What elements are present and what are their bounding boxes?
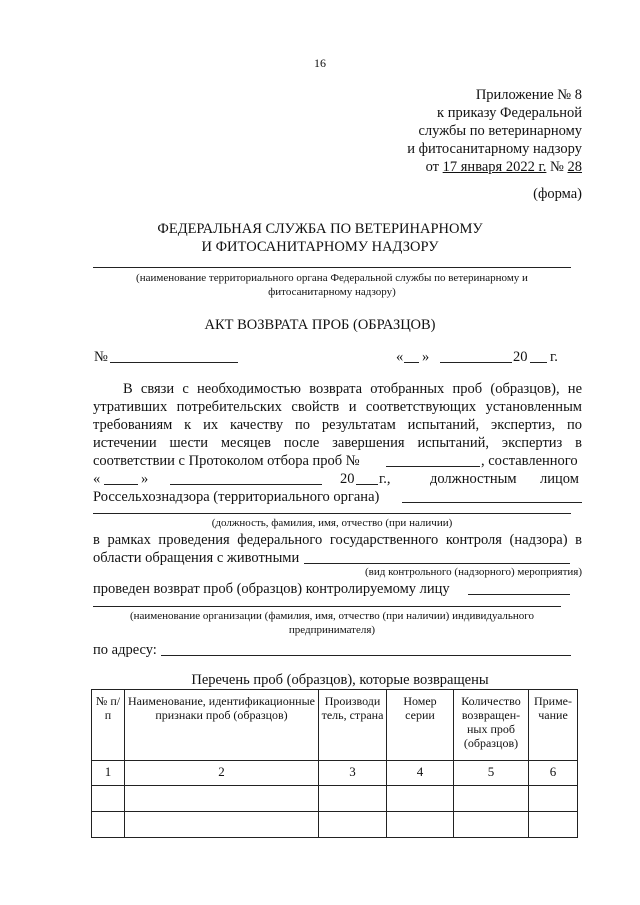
samples-table-title: Перечень проб (образцов), которые возвращены: [191, 672, 489, 688]
address-label: по адресу:: [93, 642, 157, 658]
control-event-caption: (вид контрольного (надзорного) мероприятия): [364, 566, 582, 578]
appendix-line-4: и фитосанитарному надзору: [407, 141, 582, 157]
agency-line-1: ФЕДЕРАЛЬНАЯ СЛУЖБА ПО ВЕТЕРИНАРНОМУ: [157, 221, 483, 237]
paragraph-1: В связи с необходимостью возврата отобранных проб (образцов), не утративших потребительских свойств и соответствующих установленным требованиям к их качеству по результатам испытаний, экспертиз, по истечении шести месяцев после завершения испытаний, экспертиз в: [93, 381, 582, 451]
rosselkhoznadzor-text: Россельхознадзора (территориального органа): [93, 489, 380, 505]
column-number-row: [92, 761, 578, 786]
protocol-month-field[interactable]: [170, 484, 322, 485]
protocol-year-prefix: 20: [340, 471, 355, 487]
organization-caption: (наименование организации (фамилия, имя, отчество (при наличии) индивидуального предпринимателя): [129, 610, 534, 636]
official-field-b[interactable]: [93, 513, 571, 514]
table-header-row: [92, 690, 578, 761]
table-row: [92, 812, 578, 838]
protocol-text: соответствии с Протоколом отбора проб №: [93, 453, 360, 469]
table-cell[interactable]: [454, 812, 529, 838]
official-field-a[interactable]: [402, 502, 582, 503]
address-field[interactable]: [161, 655, 571, 656]
agency-line-2: И ФИТОСАНИТАРНОМУ НАДЗОРУ: [201, 239, 439, 255]
territorial-body-caption: (наименование территориального органа Федеральной службы по ветеринарному и фитосанитарному надзору): [136, 272, 528, 298]
table-row: [92, 786, 578, 812]
protocol-quote-close: »: [141, 471, 149, 487]
table-cell[interactable]: [387, 786, 454, 812]
protocol-year-field[interactable]: [356, 484, 378, 485]
header-number: № п/п: [92, 690, 125, 761]
control-event-field[interactable]: [304, 563, 570, 564]
protocol-number-field[interactable]: [386, 466, 480, 467]
header-series: Номер серии: [387, 690, 454, 761]
table-cell[interactable]: [454, 786, 529, 812]
appendix-line-1: Приложение № 8: [475, 87, 582, 103]
appendix-line-3: службы по ветеринарному: [418, 123, 582, 139]
samples-table: [91, 689, 578, 838]
paragraph-2-line-2: области обращения с животными: [93, 550, 300, 566]
controlled-person-field-a[interactable]: [468, 594, 570, 595]
appendix-block: [322, 86, 582, 176]
official-word: должностным: [430, 471, 517, 487]
date-year-suffix: г.: [550, 349, 558, 365]
agency-name: [0, 220, 640, 256]
column-number: 3: [319, 761, 387, 786]
date-month-field[interactable]: [440, 362, 512, 363]
controlled-person-field-b[interactable]: [93, 606, 561, 607]
person-word: лицом: [540, 471, 579, 487]
territorial-body-field[interactable]: [93, 267, 571, 268]
protocol-compiled-text: , составленного: [481, 453, 578, 469]
table-cell[interactable]: [92, 786, 125, 812]
act-number-field[interactable]: [110, 362, 238, 363]
table-cell[interactable]: [125, 786, 319, 812]
protocol-day-field[interactable]: [104, 484, 138, 485]
order-date: 17 января 2022 г.: [442, 159, 547, 175]
column-number: 5: [454, 761, 529, 786]
header-note: Приме-чание: [529, 690, 578, 761]
act-number-label: №: [94, 349, 108, 365]
table-cell[interactable]: [529, 786, 578, 812]
paragraph-3: проведен возврат проб (образцов) контролируемому лицу: [93, 581, 450, 597]
appendix-line-5: от 17 января 2022 г. № 28: [425, 159, 582, 175]
header-name: Наименование, идентификационные признаки проб (образцов): [125, 690, 319, 761]
order-number: 28: [567, 159, 582, 175]
paragraph-2-line-1: в рамках проведения федерального государственного контроля (надзора) в: [93, 532, 582, 548]
column-number: 4: [387, 761, 454, 786]
form-label: (форма): [533, 186, 582, 202]
official-caption: (должность, фамилия, имя, отчество (при наличии): [211, 517, 453, 529]
table-cell[interactable]: [319, 812, 387, 838]
table-cell[interactable]: [125, 812, 319, 838]
table-cell[interactable]: [387, 812, 454, 838]
date-day-field[interactable]: [404, 362, 419, 363]
date-quote-close: »: [422, 349, 430, 365]
column-number: 2: [125, 761, 319, 786]
date-year-prefix: 20: [513, 349, 528, 365]
act-title: АКТ ВОЗВРАТА ПРОБ (ОБРАЗЦОВ): [204, 317, 436, 333]
column-number: 6: [529, 761, 578, 786]
table-cell[interactable]: [92, 812, 125, 838]
column-number: 1: [92, 761, 125, 786]
header-quantity: Количество возвращен-ных проб (образцов): [454, 690, 529, 761]
protocol-year-suffix: г.,: [379, 471, 391, 487]
table-cell[interactable]: [529, 812, 578, 838]
page-number: 16: [314, 56, 326, 70]
appendix-line-2: к приказу Федеральной: [437, 105, 582, 121]
date-year-field[interactable]: [530, 362, 547, 363]
table-cell[interactable]: [319, 786, 387, 812]
date-quote-open: «: [396, 349, 404, 365]
protocol-quote-open: «: [93, 471, 101, 487]
header-manufacturer: Производи тель, страна: [319, 690, 387, 761]
